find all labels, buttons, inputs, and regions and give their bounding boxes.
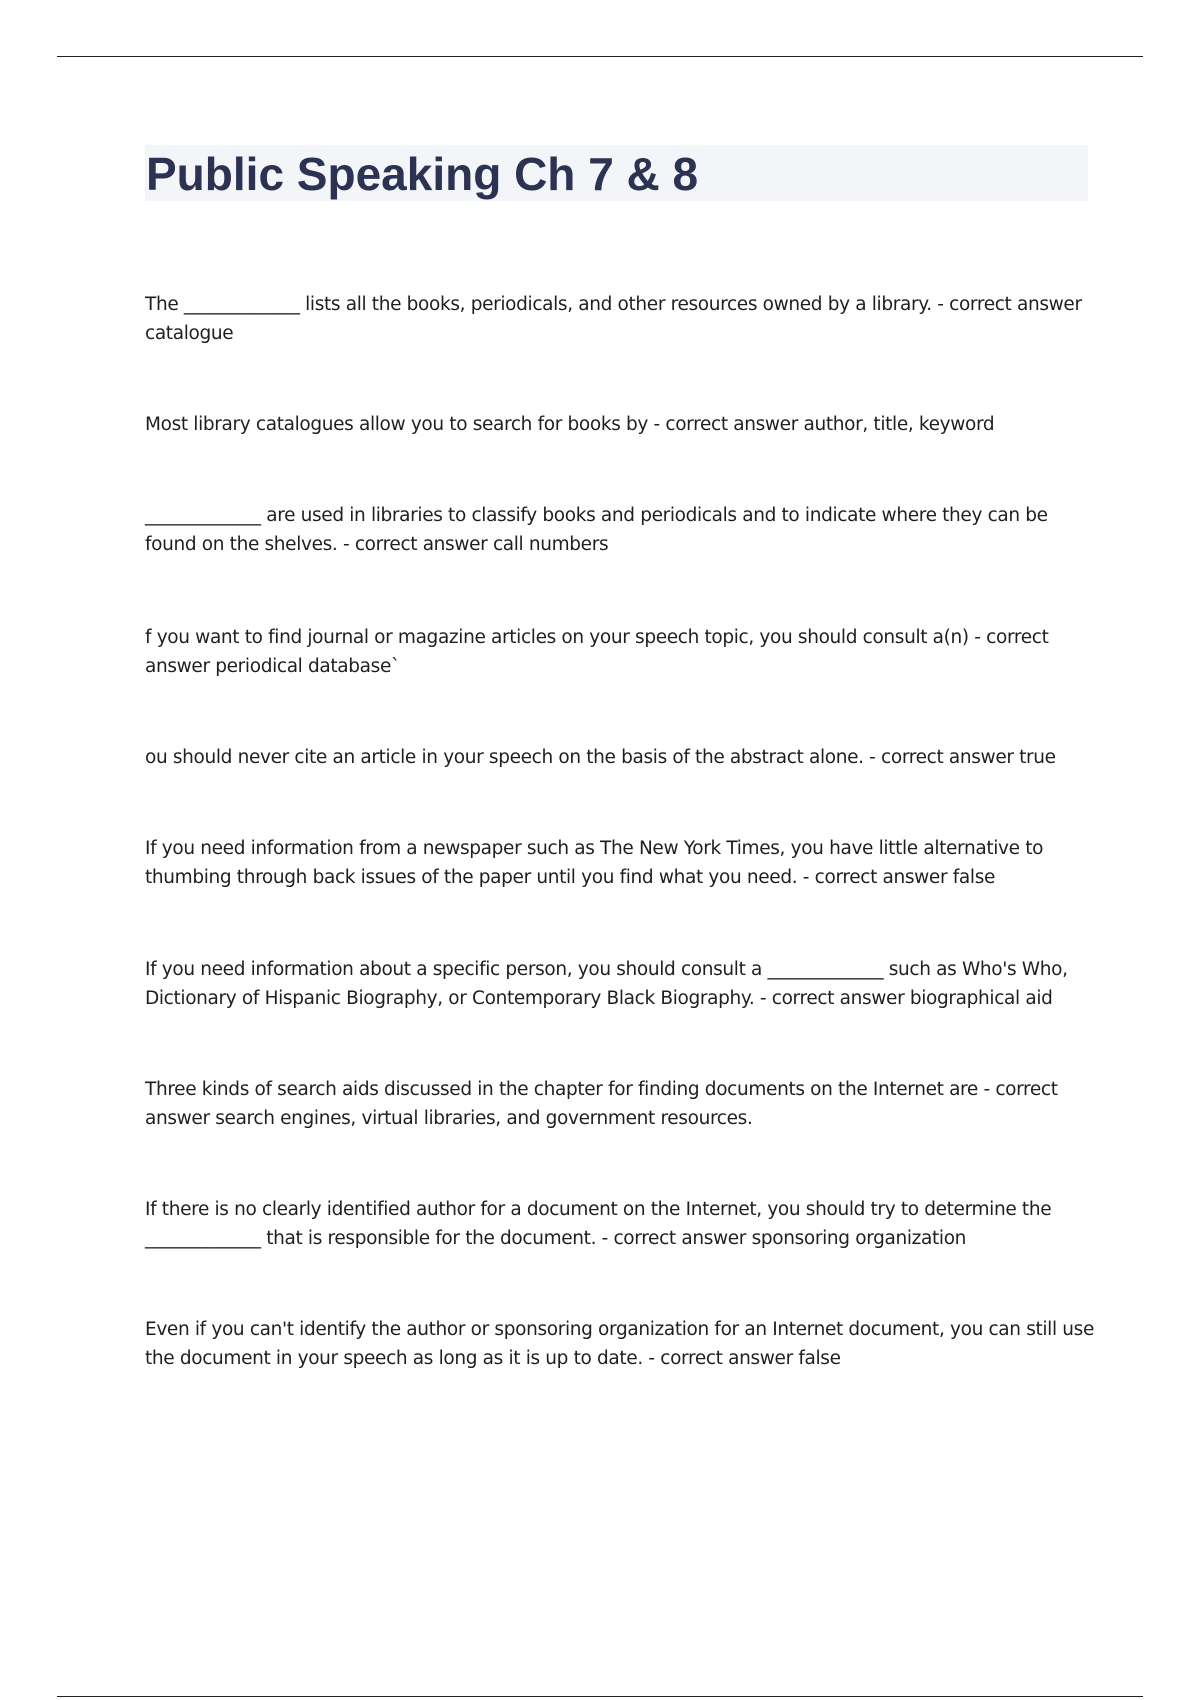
qa-item-4: f you want to find journal or magazine articles on your speech topic, you should consult a(n) - correct answer periodical database`: [145, 627, 1049, 677]
qa-item-7: If you need information about a specific person, you should consult a _____________ such as Who's Who, Dictionary of Hispanic Biography, or Contemporary Black Biography. - correct answer biographical aid: [145, 959, 1068, 1009]
qa-item-1: The _____________ lists all the books, periodicals, and other resources owned by a library. - correct answer catalogue: [145, 294, 1082, 344]
qa-item-9: If there is no clearly identified author for a document on the Internet, you should try to determine the _____________ that is responsible for the document. - correct answer sponsoring organization: [145, 1199, 1052, 1249]
bottom-rule: [57, 1696, 1143, 1697]
qa-item-3: _____________ are used in libraries to classify books and periodicals and to indicate where they can be found on the shelves. - correct answer call numbers: [145, 505, 1048, 555]
qa-item-6: If you need information from a newspaper such as The New York Times, you have little alternative to thumbing through back issues of the paper until you find what you need. - correct answer false: [145, 838, 1044, 888]
qa-item-2: Most library catalogues allow you to search for books by - correct answer author, title, keyword: [145, 414, 995, 435]
qa-item-5: ou should never cite an article in your speech on the basis of the abstract alone. - correct answer true: [145, 747, 1056, 768]
top-rule: [57, 56, 1143, 57]
qa-item-8: Three kinds of search aids discussed in the chapter for finding documents on the Internet are - correct answer search engines, virtual libraries, and government resources.: [145, 1079, 1058, 1129]
page-title: Public Speaking Ch 7 & 8: [146, 148, 699, 200]
qa-item-10: Even if you can't identify the author or sponsoring organization for an Internet document, you can still use the document in your speech as long as it is up to date. - correct answer false: [145, 1319, 1094, 1369]
